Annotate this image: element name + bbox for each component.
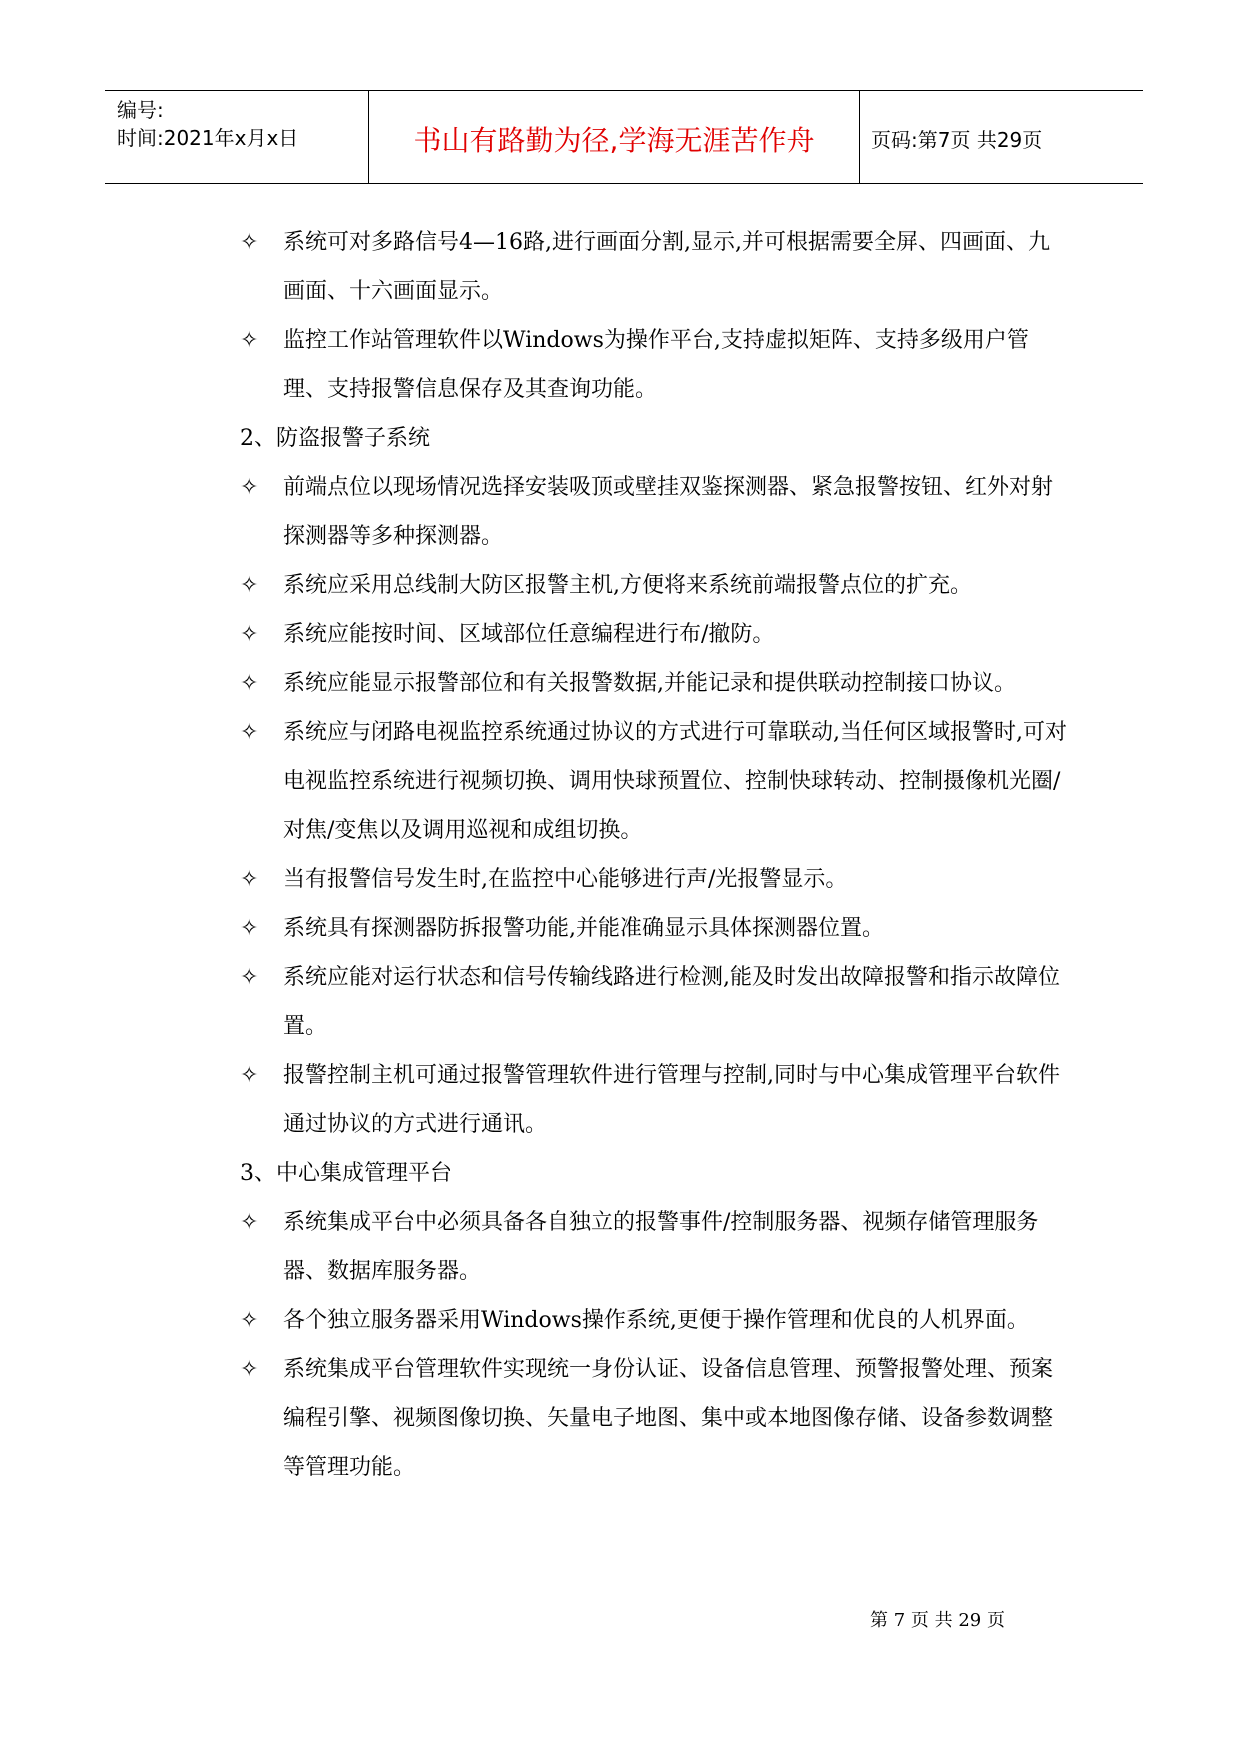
document-body (240, 218, 1070, 1492)
bullet-item (240, 904, 1070, 953)
bullet-text: 系统集成平台管理软件实现统一身份认证、设备信息管理、预警报警处理、预案编程引擎、视频图像切换、矢量电子地图、集中或本地图像存储、设备参数调整等管理功能。 (283, 1357, 1054, 1480)
bullet-item (240, 1296, 1070, 1345)
section-heading: 3、中心集成管理平台 (240, 1161, 452, 1186)
bullet-text: 系统应与闭路电视监控系统通过协议的方式进行可靠联动,当任何区域报警时,可对电视监控系统进行视频切换、调用快球预置位、控制快球转动、控制摄像机光圈/对焦/变焦以及调用巡视和成组切换。 (283, 720, 1067, 843)
diamond-bullet-icon: ✧ (240, 622, 259, 647)
diamond-bullet-icon: ✧ (240, 720, 259, 745)
diamond-bullet-icon: ✧ (240, 573, 259, 598)
diamond-bullet-icon: ✧ (240, 230, 259, 255)
bullet-text: 系统应采用总线制大防区报警主机,方便将来系统前端报警点位的扩充。 (283, 573, 972, 598)
section-heading: 2、防盗报警子系统 (240, 426, 430, 451)
diamond-bullet-icon: ✧ (240, 916, 259, 941)
bullet-text: 系统具有探测器防拆报警功能,并能准确显示具体探测器位置。 (283, 916, 884, 941)
page-header (105, 90, 1143, 184)
bullet-item (240, 610, 1070, 659)
bullet-text: 系统可对多路信号4—16路,进行画面分割,显示,并可根据需要全屏、四画面、九画面、十六画面显示。 (283, 230, 1050, 304)
diamond-bullet-icon: ✧ (240, 671, 259, 696)
bullet-text: 系统集成平台中必须具备各自独立的报警事件/控制服务器、视频存储管理服务器、数据库服务器。 (283, 1210, 1039, 1284)
bullet-text: 各个独立服务器采用Windows操作系统,更便于操作管理和优良的人机界面。 (283, 1308, 1029, 1333)
diamond-bullet-icon: ✧ (240, 1210, 259, 1235)
bullet-item (240, 463, 1070, 561)
diamond-bullet-icon: ✧ (240, 1308, 259, 1333)
header-motto: 书山有路勤为径,学海无涯苦作舟 (413, 124, 815, 157)
diamond-bullet-icon: ✧ (240, 1063, 259, 1088)
diamond-bullet-icon: ✧ (240, 475, 259, 500)
bullet-item (240, 1198, 1070, 1296)
serial-number-label: 编号: (117, 98, 164, 122)
bullet-item (240, 218, 1070, 316)
diamond-bullet-icon: ✧ (240, 867, 259, 892)
bullet-text: 报警控制主机可通过报警管理软件进行管理与控制,同时与中心集成管理平台软件通过协议的方式进行通讯。 (283, 1063, 1060, 1137)
bullet-item (240, 953, 1070, 1051)
bullet-text: 监控工作站管理软件以Windows为操作平台,支持虚拟矩阵、支持多级用户管理、支持报警信息保存及其查询功能。 (283, 328, 1029, 402)
diamond-bullet-icon: ✧ (240, 328, 259, 353)
diamond-bullet-icon: ✧ (240, 1357, 259, 1382)
bullet-item (240, 659, 1070, 708)
bullet-text: 系统应能对运行状态和信号传输线路进行检测,能及时发出故障报警和指示故障位置。 (283, 965, 1060, 1039)
bullet-item (240, 1345, 1070, 1492)
bullet-item (240, 855, 1070, 904)
bullet-text: 前端点位以现场情况选择安装吸顶或壁挂双鉴探测器、紧急报警按钮、红外对射探测器等多种探测器。 (283, 475, 1054, 549)
bullet-item (240, 316, 1070, 414)
bullet-text: 当有报警信号发生时,在监控中心能够进行声/光报警显示。 (283, 867, 848, 892)
time-label: 时间:2021年x月x日 (117, 126, 299, 150)
bullet-text: 系统应能显示报警部位和有关报警数据,并能记录和提供联动控制接口协议。 (283, 671, 1016, 696)
bullet-item (240, 1051, 1070, 1149)
diamond-bullet-icon: ✧ (240, 965, 259, 990)
header-meta (117, 91, 367, 183)
page-footer: 第 7 页 共 29 页 (870, 1610, 1005, 1631)
header-divider (859, 91, 860, 183)
header-page-number: 页码:第7页 共29页 (871, 128, 1043, 152)
bullet-item (240, 708, 1070, 855)
bullet-text: 系统应能按时间、区域部位任意编程进行布/撤防。 (283, 622, 775, 647)
bullet-item (240, 561, 1070, 610)
